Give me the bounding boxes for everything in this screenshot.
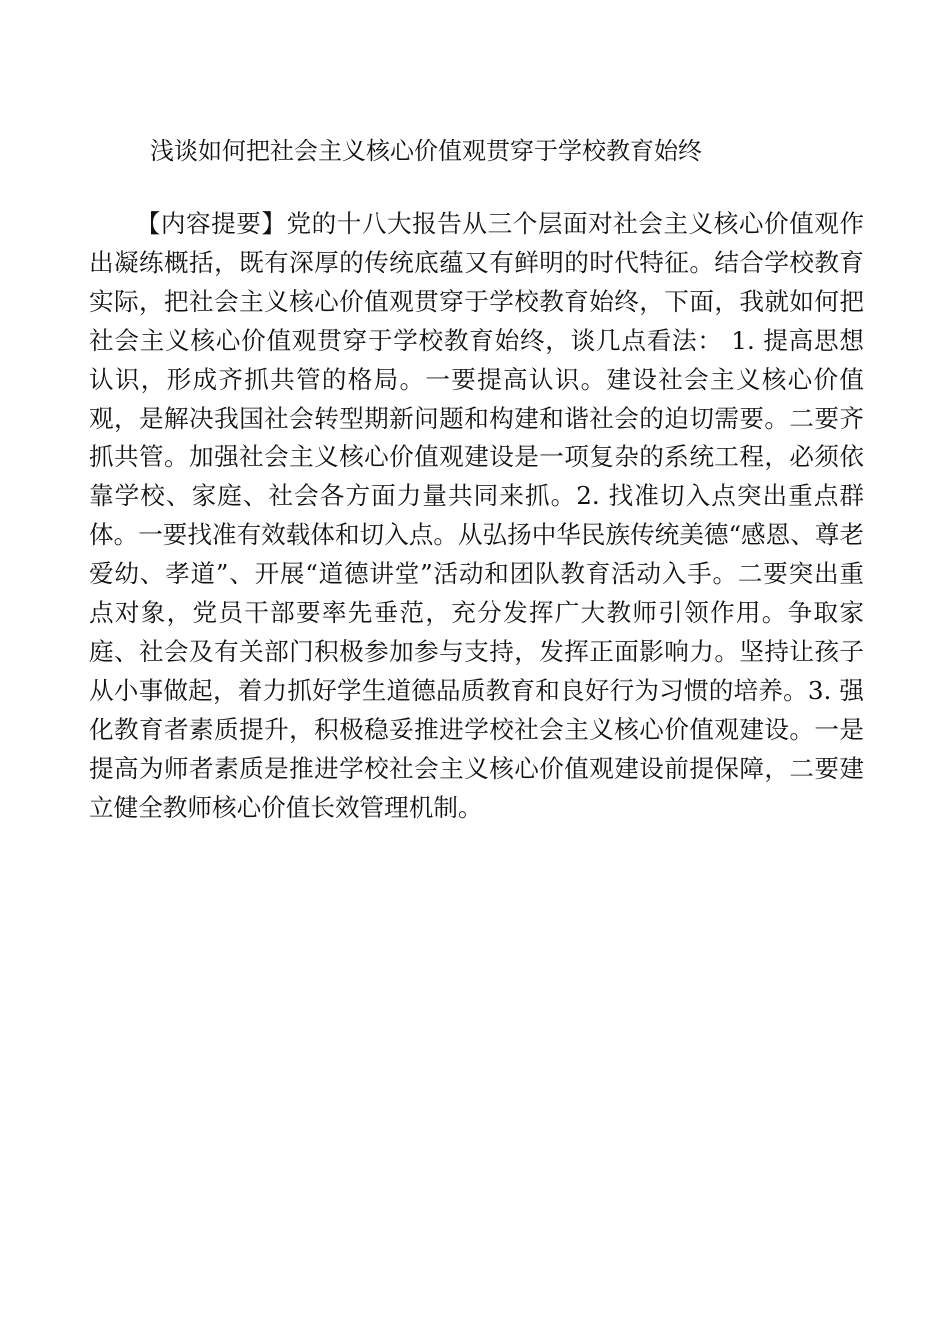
- document-title: 浅谈如何把社会主义核心价值观贯穿于学校教育始终: [150, 137, 702, 165]
- abstract-paragraph: 【内容提要】党的十八大报告从三个层面对社会主义核心价值观作出凝练概括，既有深厚的传统底蕴又有鲜明的时代特征。结合学校教育实际，把社会主义核心价值观贯穿于学校教育始终，下面，我就如何把社会主义核心价值观贯穿于学校教育始终，谈几点看法： 1. 提高思想认识，形成齐抓共管的格局。一要提高认识。建设社会主义核心价值观，是解决我国社会转型期新问题和构建和谐社会的迫切需要。二要齐抓共管。加强社会主义核心价值观建设是一项复杂的系统工程，必须依靠学校、家庭、社会各方面力量共同来抓。2. 找准切入点突出重点群体。一要找准有效载体和切入点。从弘扬中华民族传统美德“感恩、尊老爱幼、孝道”、开展“道德讲堂”活动和团队教育活动入手。二要突出重点对象，党员干部要率先垂范，充分发挥广大教师引领作用。争取家庭、社会及有关部门积极参加参与支持，发挥正面影响力。坚持让孩子从小事做起，着力抓好学生道德品质教育和良好行为习惯的培养。3. 强化教育者素质提升，积极稳妥推进学校社会主义核心价值观建设。一是提高为师者素质是推进学校社会主义核心价值观建设前提保障，二要建立健全教师核心价值长效管理机制。: [89, 209, 864, 822]
